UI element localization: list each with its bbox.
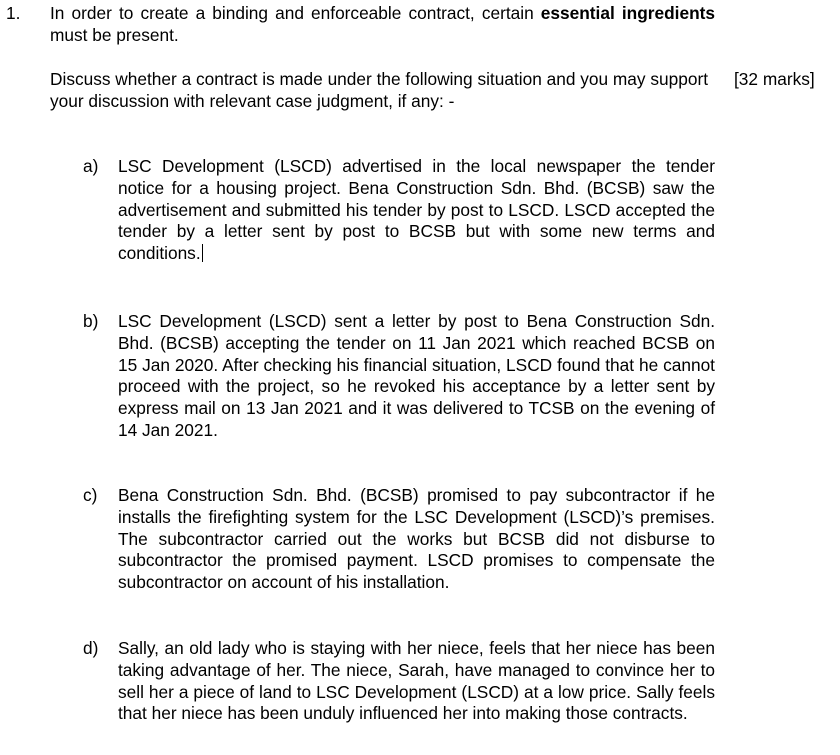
part-a: [83, 156, 715, 265]
part-b-text: LSC Development (LSCD) sent a letter by post to Bena Construction Sdn. Bhd. (BCSB) accepting the tender on 11 Jan 2021 which reached BCSB on 15 Jan 2020. After checking his financial situation, LSCD found that he cannot proceed with the project, so he revoked his acceptance by a letter sent by express mail on 13 Jan 2021 and it was delivered to TCSB on the evening of 14 Jan 2021.: [118, 311, 715, 440]
part-a-text: LSC Development (LSCD) advertised in the local newspaper the tender notice for a housing project. Bena Construction Sdn. Bhd. (BCSB) saw the advertisement and submitted his tender by post to LSCD. LSCD accepted the tender by a letter sent by post to BCSB but with some new terms and conditions.: [118, 156, 715, 264]
marks-allocation: [32 marks]: [734, 69, 815, 89]
part-a-text-block: [118, 156, 715, 265]
part-d: [83, 638, 715, 725]
part-b: [83, 311, 715, 442]
part-d-text: Sally, an old lady who is staying with her niece, feels that her niece has been taking advantage of her. The niece, Sarah, have managed to convince her to sell her a piece of land to LSC Development (LSCD) at a low price. Sally feels that her niece has been unduly influenced her into making those contracts.: [118, 638, 715, 724]
part-c-text: Bena Construction Sdn. Bhd. (BCSB) promised to pay subcontractor if he installs the firefighting system for the LSC Development (LSCD)’s premises. The subcontractor carried out the works but BCSB did not disburse to subcontractor the promised payment. LSCD promises to compensate the subcontractor on account of his installation.: [118, 485, 715, 593]
intro-text-start: In order to create a binding and enforceable contract, certain: [50, 3, 541, 23]
text-cursor: [202, 244, 203, 262]
intro-text-end: must be present.: [50, 24, 179, 45]
discussion-instruction: Discuss whether a contract is made under the following situation and you may support your discussion with relevant case judgment, if any: -: [50, 69, 708, 111]
part-b-label: b): [83, 311, 99, 331]
intro-bold-term: essential ingredients: [540, 3, 716, 23]
part-c: [83, 485, 715, 594]
part-d-label: d): [83, 638, 99, 658]
part-a-label: a): [83, 156, 99, 176]
question-number: 1.: [6, 3, 21, 23]
part-c-label: c): [83, 485, 98, 505]
question-intro: [50, 3, 715, 47]
